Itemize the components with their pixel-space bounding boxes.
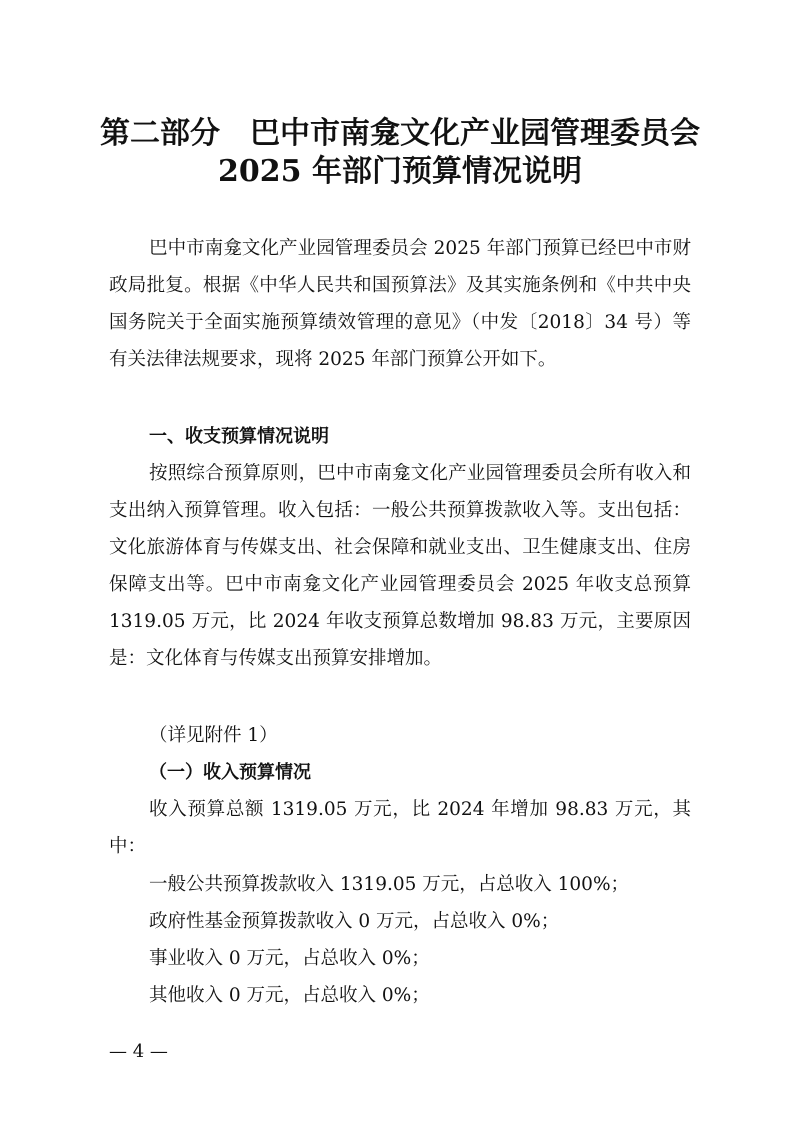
section-heading-revenue-expenditure: 一、收支预算情况说明 xyxy=(149,426,329,447)
revenue-budget-paragraph: 收入预算总额 1319.05 万元，比 2024 年增加 98.83 万元，其中： xyxy=(109,799,691,857)
revenue-item: 政府性基金预算拨款收入 0 万元，占总收入 0%； xyxy=(149,911,560,932)
revenue-item: 事业收入 0 万元，占总收入 0%； xyxy=(149,948,430,969)
subsection-heading-revenue-budget: （一）收入预算情况 xyxy=(149,762,311,783)
revenue-item: 一般公共预算拨款收入 1319.05 万元，占总收入 100%； xyxy=(149,874,630,895)
revenue-item: 其他收入 0 万元，占总收入 0%； xyxy=(149,985,430,1006)
page-number: — 4 — xyxy=(109,1041,168,1062)
intro-paragraph: 巴中市南龛文化产业园管理委员会 2025 年部门预算已经巴中市财政局批复。根据《中华人民共和国预算法》及其实施条例和《中共中央国务院关于全面实施预算绩效管理的意见》（中发〔2018〕34 号）等有关法律法规要求，现将 2025 年部门预算公开如下。 xyxy=(109,238,691,370)
document-title-line2: 2025 年部门预算情况说明 xyxy=(218,154,582,189)
document-title-line1: 第二部分 巴中市南龛文化产业园管理委员会 xyxy=(100,116,700,151)
attachment-note: （详见附件 1） xyxy=(149,725,278,746)
section-paragraph-revenue-expenditure: 按照综合预算原则，巴中市南龛文化产业园管理委员会所有收入和支出纳入预算管理。收入包括：一般公共预算拨款收入等。支出包括：文化旅游体育与传媒支出、社会保障和就业支出、卫生健康支出、住房保障支出等。巴中市南龛文化产业园管理委员会 2025 年收支总预算 1319.05 万元，比 2024 年收支预算总数增加 98.83 万元，主要原因是：文化体育与传媒支出预算安排增加。 xyxy=(109,463,691,669)
